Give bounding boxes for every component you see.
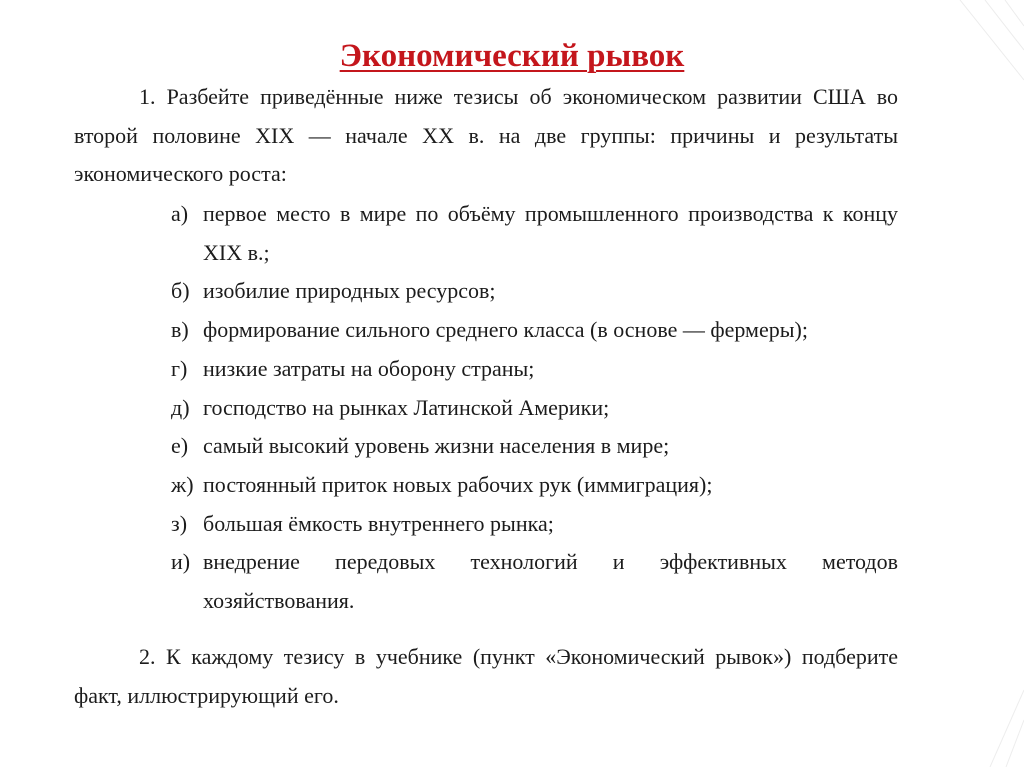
thesis-item bbox=[171, 389, 898, 428]
thesis-text: первое место в мире по объёму промышленного производства к концу XIX в.; bbox=[203, 201, 898, 265]
thesis-marker: и) bbox=[171, 549, 191, 575]
thesis-marker: в) bbox=[171, 317, 189, 343]
thesis-item bbox=[171, 195, 898, 272]
thesis-text: формирование сильного среднего класса (в основе — фермеры); bbox=[203, 317, 808, 343]
thesis-marker: д) bbox=[171, 394, 190, 420]
thesis-item bbox=[171, 427, 898, 466]
thesis-text: внедрение передовых технологий и эффективных методов хозяйствования. bbox=[203, 549, 898, 614]
task-1-number: 1. bbox=[139, 84, 156, 109]
thesis-item bbox=[171, 466, 898, 505]
theses-list bbox=[171, 195, 898, 621]
task-2-number: 2. bbox=[139, 644, 156, 669]
task-2-text: К каждому тезису в учебнике (пункт «Экономический рывок») подберите факт, иллюстрирующий его. bbox=[74, 644, 898, 708]
thesis-text: постоянный приток новых рабочих рук (иммиграция); bbox=[203, 471, 713, 497]
thesis-marker: з) bbox=[171, 510, 188, 536]
thesis-item bbox=[171, 350, 898, 389]
thesis-marker: ж) bbox=[171, 471, 194, 497]
thesis-marker: б) bbox=[171, 278, 190, 304]
thesis-item bbox=[171, 272, 898, 311]
slide-title bbox=[0, 34, 1024, 78]
slide-title-text: Экономический рывок bbox=[339, 38, 685, 74]
thesis-text: изобилие природных ресурсов; bbox=[203, 278, 496, 304]
task-1 bbox=[74, 78, 898, 194]
thesis-item bbox=[171, 311, 898, 350]
thesis-marker: е) bbox=[171, 433, 189, 459]
task-1-text: Разбейте приведённые ниже тезисы об экономическом развитии США во второй половине XIX — начале XX в. на две группы: причины и результаты экономического роста: bbox=[74, 84, 898, 187]
thesis-text: большая ёмкость внутреннего рынка; bbox=[203, 510, 554, 536]
task-2 bbox=[74, 638, 898, 715]
thesis-text: самый высокий уровень жизни населения в мире; bbox=[203, 433, 670, 459]
thesis-text: господство на рынках Латинской Америки; bbox=[203, 394, 610, 420]
thesis-item bbox=[171, 543, 898, 620]
thesis-text: низкие затраты на оборону страны; bbox=[203, 355, 535, 381]
thesis-marker: г) bbox=[171, 355, 188, 381]
thesis-marker: а) bbox=[171, 201, 189, 226]
thesis-item bbox=[171, 505, 898, 544]
